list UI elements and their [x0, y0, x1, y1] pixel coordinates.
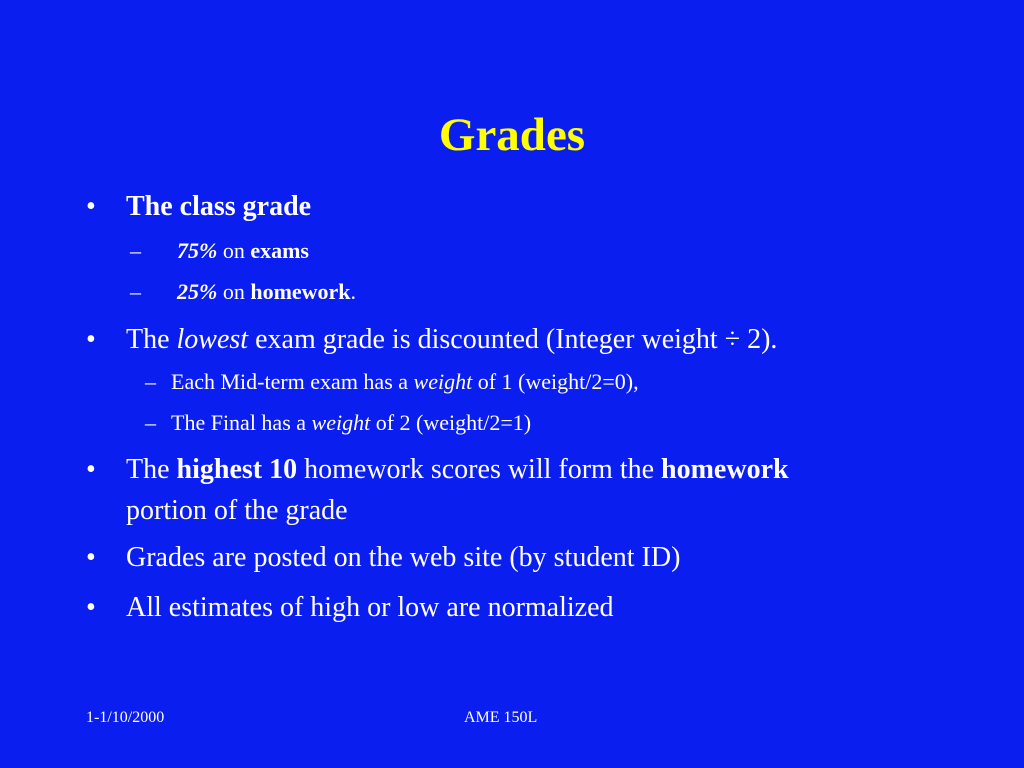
bullet-highest-homework [126, 451, 789, 489]
connector-text: on [217, 238, 251, 263]
target-exams: exams [250, 238, 309, 263]
subbullet-final-weight [171, 408, 531, 438]
slide-title: Grades [438, 109, 586, 161]
bullet-text-strong: highest 10 [176, 454, 298, 485]
bullet-continuation: portion of the grade [126, 495, 348, 526]
percent-exams: 75% [177, 238, 218, 263]
target-homework: homework [250, 279, 351, 304]
dash-glyph: – [130, 279, 141, 304]
subbullet-text-emphasis: weight [413, 369, 473, 394]
subbullet-exams [177, 236, 309, 266]
subbullet-midterm-weight [171, 367, 639, 397]
bullet-class-grade [126, 188, 311, 226]
dash-glyph: – [130, 238, 141, 263]
bullet-text-pre: The [126, 454, 177, 485]
subbullet-text-pre: Each Mid-term exam has a [171, 369, 414, 394]
bullet-glyph: • [86, 454, 96, 485]
subbullet-text-emphasis: weight [311, 410, 371, 435]
bullet-text-pre: The [126, 324, 177, 355]
bullet-glyph: • [86, 191, 96, 222]
bullet-glyph: • [86, 324, 96, 355]
footer-date: 1-1/10/2000 [86, 709, 165, 726]
bullet-text-strong: homework [661, 454, 789, 485]
bullet-estimates: All estimates of high or low are normalized [126, 592, 614, 623]
connector-text: on [217, 279, 251, 304]
bullet-text-post: exam grade is discounted (Integer weight ÷ 2). [248, 324, 778, 355]
bullet-glyph: • [86, 542, 96, 573]
subbullet-text-post: of 1 (weight/2=0), [472, 369, 639, 394]
bullet-glyph: • [86, 592, 96, 623]
footer-course: AME 150L [464, 709, 538, 726]
dash-glyph: – [145, 410, 156, 435]
bullet-lowest-grade [126, 321, 777, 359]
bullet-grades-posted: Grades are posted on the web site (by student ID) [126, 542, 681, 573]
subbullet-text-pre: The Final has a [171, 410, 312, 435]
dash-glyph: – [145, 369, 156, 394]
subbullet-text-post: of 2 (weight/2=1) [370, 410, 532, 435]
subbullet-homework [177, 277, 356, 307]
bullet-text-mid: homework scores will form the [297, 454, 662, 485]
period-text: . [350, 279, 357, 304]
bullet-text-emphasis: lowest [176, 324, 249, 355]
bullet-text: The class grade [126, 191, 312, 222]
percent-homework: 25% [177, 279, 218, 304]
